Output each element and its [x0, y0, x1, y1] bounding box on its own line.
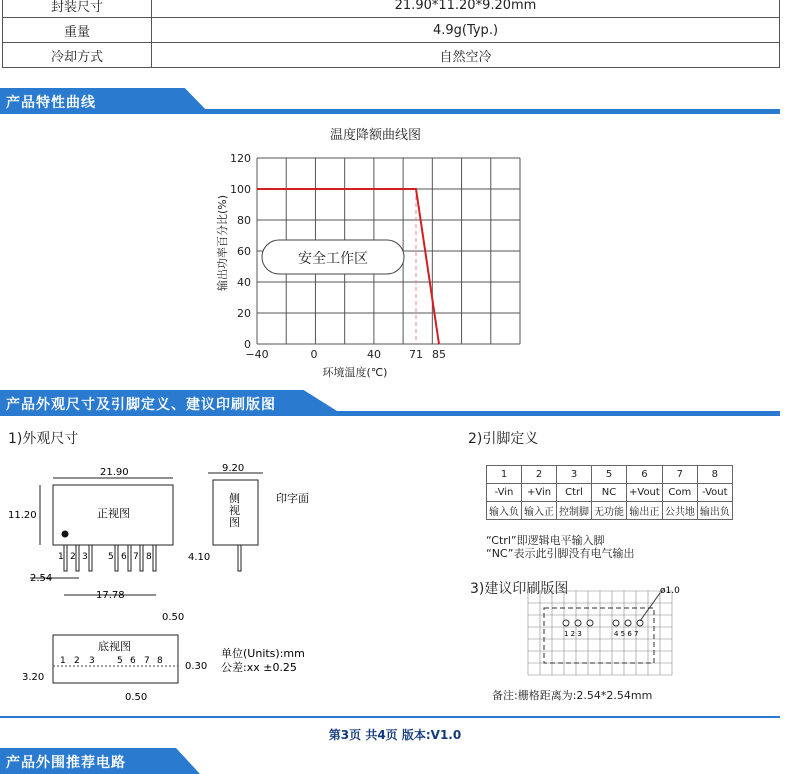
- svg-text:5: 5: [108, 552, 114, 562]
- pin1-dot: [62, 531, 69, 538]
- pcb-layout: [520, 583, 690, 683]
- x-axis-label: 环境温度(℃): [322, 366, 388, 379]
- x-tick-label: 85: [432, 348, 446, 361]
- y-tick-label: 80: [237, 214, 251, 227]
- derating-chart: [210, 148, 530, 380]
- svg-text:3: 3: [89, 656, 95, 666]
- x-tick-label: 40: [367, 348, 381, 361]
- section-header-curve: 产品特性曲线: [0, 88, 780, 114]
- y-tick-label: 100: [230, 183, 251, 196]
- svg-text:4 5 6 7: 4 5 6 7: [614, 630, 639, 638]
- svg-text:0.30: 0.30: [185, 661, 208, 672]
- svg-text:9.20: 9.20: [222, 463, 245, 474]
- svg-text:1: 1: [60, 656, 66, 666]
- svg-text:6: 6: [121, 552, 127, 562]
- footer-rule: [0, 716, 780, 718]
- svg-text:2: 2: [74, 656, 80, 666]
- pin-table: [486, 465, 733, 520]
- table-row: 封装尺寸 21.90*11.20*9.20mm: [3, 0, 780, 18]
- front-view-label: 正视图: [97, 507, 130, 520]
- table-row: 冷却方式 自然空冷: [3, 43, 780, 68]
- y-tick-label: 0: [244, 338, 251, 351]
- tolerance-note: 公差:xx ±0.25: [221, 661, 297, 674]
- svg-text:1: 1: [58, 552, 64, 562]
- svg-text:3.20: 3.20: [22, 672, 45, 683]
- svg-text:0.50: 0.50: [125, 692, 148, 703]
- y-axis-label: 输出功率百分比(%): [216, 194, 229, 292]
- svg-text:7: 7: [144, 656, 150, 666]
- svg-text:0.50: 0.50: [162, 612, 185, 623]
- table-row: 1 2 3 5 6 7 8: [487, 466, 733, 484]
- svg-text:5: 5: [117, 656, 123, 666]
- svg-text:2: 2: [70, 552, 76, 562]
- y-tick-label: 20: [237, 307, 251, 320]
- svg-text:21.90: 21.90: [100, 467, 129, 478]
- spec-table: [2, 0, 780, 68]
- section-header-next: 产品外围推荐电路: [0, 748, 780, 774]
- svg-text:视: 视: [229, 504, 240, 517]
- svg-text:图: 图: [229, 516, 240, 529]
- pin-note-ctrl: “Ctrl”即逻辑电平输入脚: [486, 534, 605, 547]
- outline-drawing: [0, 450, 330, 720]
- table-row: 重量 4.9g(Typ.): [3, 18, 780, 43]
- svg-text:17.78: 17.78: [96, 590, 125, 601]
- layout-note: 备注:栅格距离为:2.54*2.54mm: [492, 689, 653, 702]
- hole-size: ø1.0: [660, 586, 680, 596]
- print-face-label: 印字面: [276, 492, 309, 505]
- svg-text:8: 8: [157, 656, 163, 666]
- svg-text:8: 8: [146, 552, 152, 562]
- outline-title: 1)外观尺寸: [8, 431, 79, 447]
- side-view-label: 侧: [229, 492, 240, 505]
- x-tick-label: 71: [409, 348, 423, 361]
- layout-title: 3)建议印刷版图: [470, 581, 569, 597]
- y-tick-label: 40: [237, 276, 251, 289]
- section-header-outline: 产品外观尺寸及引脚定义、建议印刷版图: [0, 390, 780, 416]
- page-footer: 第3页 共4页 版本:V1.0: [328, 728, 462, 742]
- svg-text:6: 6: [130, 656, 136, 666]
- svg-text:3: 3: [82, 552, 88, 562]
- table-row: -Vin +Vin Ctrl NC +Vout Com -Vout: [487, 484, 733, 502]
- safe-zone-label: 安全工作区: [298, 251, 368, 267]
- svg-text:4.10: 4.10: [188, 552, 211, 563]
- svg-text:11.20: 11.20: [8, 510, 37, 521]
- table-row: 输入负 输入正 控制脚 无功能 输出正 公共地 输出负: [487, 502, 733, 520]
- svg-text:1 2 3: 1 2 3: [564, 630, 582, 638]
- x-tick-label: 0: [310, 348, 318, 361]
- pin-note-nc: “NC”表示此引脚没有电气输出: [486, 547, 635, 560]
- bottom-view-label: 底视图: [98, 640, 131, 653]
- y-tick-label: 60: [237, 245, 251, 258]
- chart-title: 温度降额曲线图: [330, 128, 422, 143]
- svg-text:2.54: 2.54: [30, 573, 53, 584]
- svg-text:7: 7: [133, 552, 139, 562]
- y-tick-label: 120: [230, 152, 251, 165]
- x-tick-label: −40: [245, 348, 269, 361]
- pins-title: 2)引脚定义: [468, 431, 539, 447]
- units-note: 单位(Units):mm: [221, 647, 305, 660]
